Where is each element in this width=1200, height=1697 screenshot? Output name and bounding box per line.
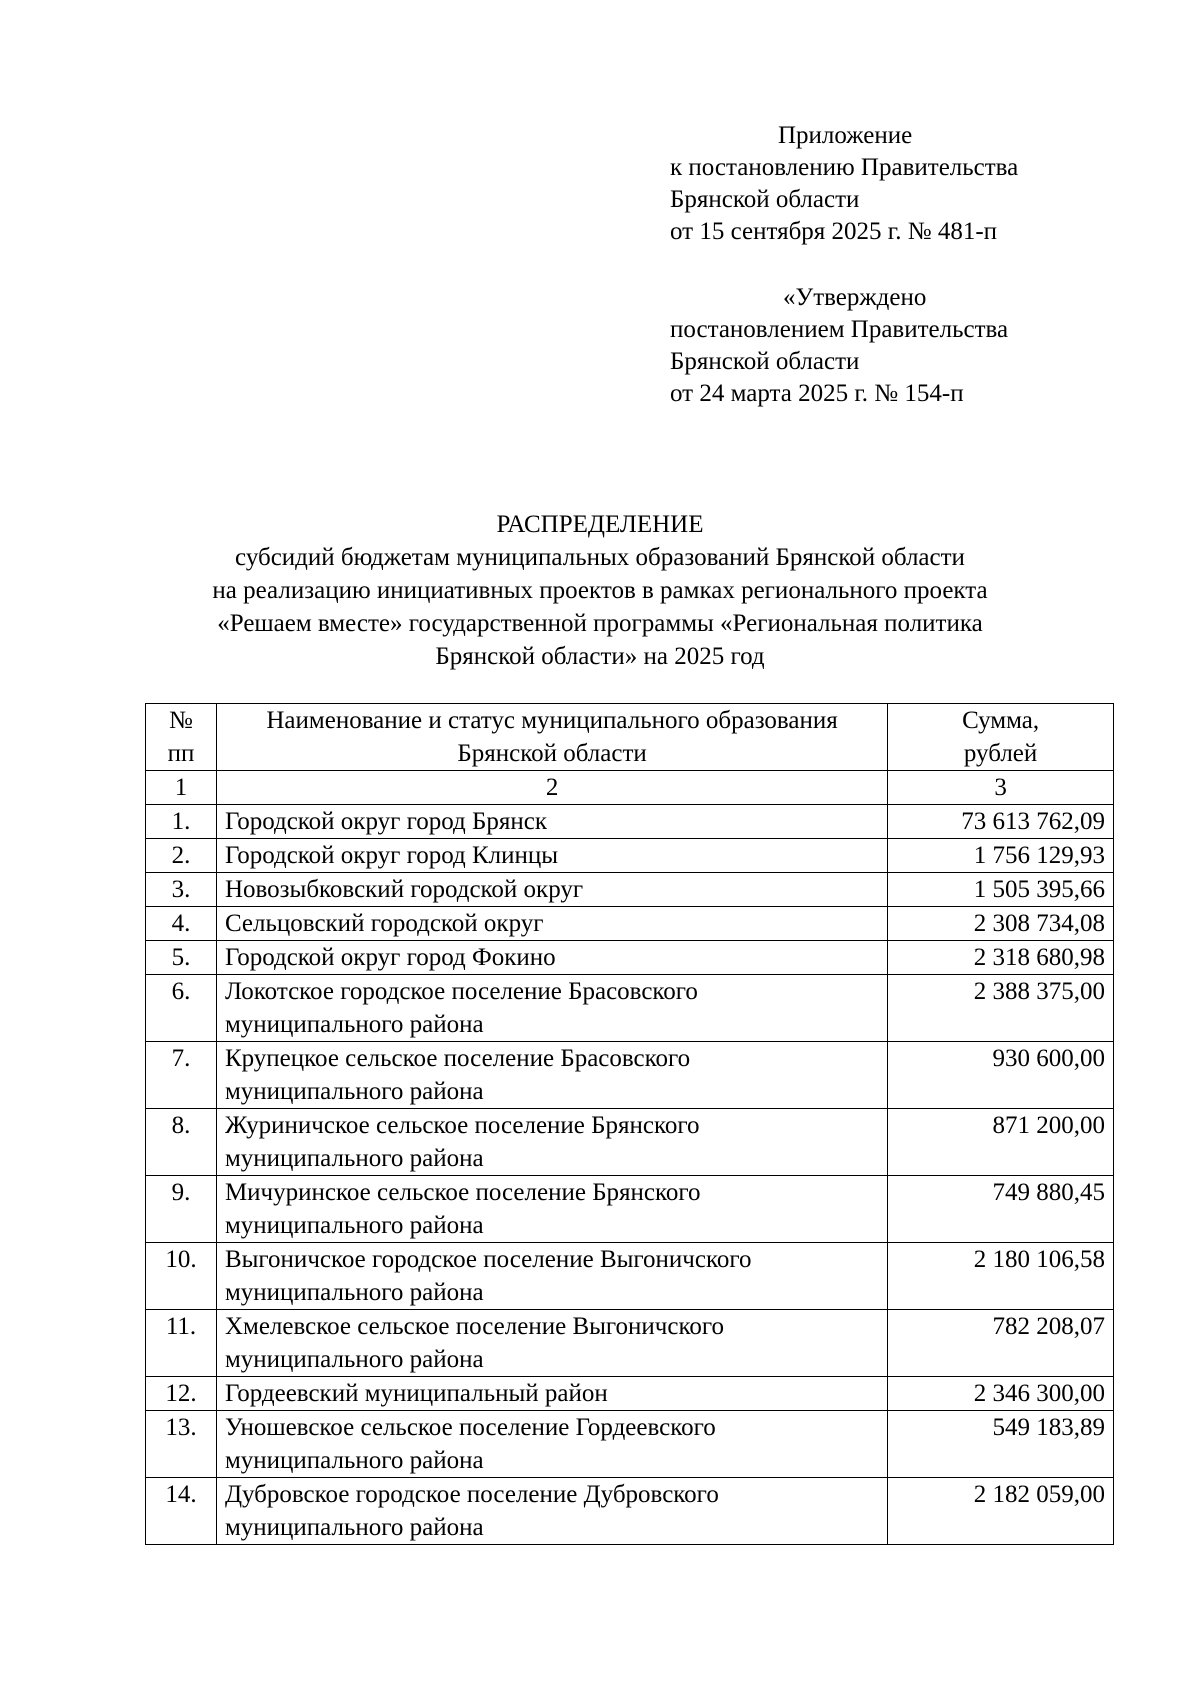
approved-line-3: Брянской области [670, 348, 860, 375]
table-row [146, 941, 1114, 975]
row-name-line-2: муниципального района [224, 1145, 484, 1172]
row-sum: 749 880,45 [888, 1176, 1114, 1243]
row-municipality-name [216, 839, 887, 873]
row-name-line-2: муниципального района [224, 1447, 484, 1474]
row-name-line-1: Крупецкое сельское поселение Брасовского [224, 1045, 691, 1072]
row-number: 7. [146, 1042, 217, 1109]
row-sum: 871 200,00 [888, 1109, 1114, 1176]
row-sum: 782 208,07 [888, 1310, 1114, 1377]
row-municipality-name [216, 1176, 887, 1243]
row-sum: 2 388 375,00 [888, 975, 1114, 1042]
row-name-line-1: Новозыбковский городской округ [224, 876, 584, 903]
table-body [146, 805, 1114, 1545]
title-line-4: Брянской области» на 2025 год [435, 643, 765, 670]
row-sum: 2 180 106,58 [888, 1243, 1114, 1310]
document-title [120, 508, 1080, 673]
row-name-line-1: Городской округ город Брянск [224, 808, 547, 835]
row-name-line-1: Городской округ город Фокино [224, 944, 556, 971]
approved-line-4: от 24 марта 2025 г. № 154-п [670, 380, 964, 407]
column-number-2: 2 [216, 771, 887, 805]
row-name-line-1: Мичуринское сельское поселение Брянского [224, 1179, 701, 1206]
table-header-row [146, 704, 1114, 771]
row-name-line-2: муниципального района [224, 1279, 484, 1306]
table-row [146, 1310, 1114, 1377]
approved-line-2: постановлением Правительства [670, 316, 1009, 343]
row-sum: 73 613 762,09 [888, 805, 1114, 839]
appendix-line-2: к постановлению Правительства [670, 154, 1019, 181]
row-name-line-1: Городской округ город Клинцы [224, 842, 559, 869]
header-number-line-1: № [169, 707, 193, 734]
header-sum-line-2: рублей [963, 740, 1038, 767]
row-number: 13. [146, 1411, 217, 1478]
row-number: 11. [146, 1310, 217, 1377]
table-row [146, 1411, 1114, 1478]
title-line-3: «Решаем вместе» государственной программы «Региональная политика [217, 610, 983, 637]
table-row [146, 1478, 1114, 1545]
title-line-1: субсидий бюджетам муниципальных образований Брянской области [235, 544, 965, 571]
title-line-2: на реализацию инициативных проектов в рамках регионального проекта [212, 577, 988, 604]
appendix-line-4: от 15 сентября 2025 г. № 481-п [670, 218, 998, 245]
row-name-line-2: муниципального района [224, 1212, 484, 1239]
row-municipality-name [216, 1243, 887, 1310]
row-municipality-name [216, 1478, 887, 1545]
row-municipality-name [216, 1377, 887, 1411]
row-name-line-2: муниципального района [224, 1078, 484, 1105]
table-row [146, 1243, 1114, 1310]
row-sum: 1 505 395,66 [888, 873, 1114, 907]
table-row [146, 907, 1114, 941]
table-row [146, 1176, 1114, 1243]
appendix-block [670, 120, 1150, 248]
row-municipality-name [216, 873, 887, 907]
row-name-line-1: Сельцовский городской округ [224, 910, 544, 937]
row-sum: 930 600,00 [888, 1042, 1114, 1109]
distribution-table [145, 703, 1114, 1545]
row-municipality-name [216, 1411, 887, 1478]
row-number: 8. [146, 1109, 217, 1176]
header-name [216, 704, 887, 771]
row-municipality-name [216, 805, 887, 839]
table-row [146, 1377, 1114, 1411]
row-municipality-name [216, 1042, 887, 1109]
table-row [146, 805, 1114, 839]
header-name-line-2: Брянской области [457, 740, 647, 767]
row-name-line-1: Журиничское сельское поселение Брянского [224, 1112, 700, 1139]
row-number: 6. [146, 975, 217, 1042]
row-number: 12. [146, 1377, 217, 1411]
row-sum: 1 756 129,93 [888, 839, 1114, 873]
row-number: 4. [146, 907, 217, 941]
row-sum: 549 183,89 [888, 1411, 1114, 1478]
row-municipality-name [216, 907, 887, 941]
row-sum: 2 182 059,00 [888, 1478, 1114, 1545]
row-municipality-name [216, 975, 887, 1042]
row-name-line-2: муниципального района [224, 1011, 484, 1038]
row-sum: 2 308 734,08 [888, 907, 1114, 941]
header-number [146, 704, 217, 771]
row-name-line-2: муниципального района [224, 1346, 484, 1373]
row-number: 3. [146, 873, 217, 907]
row-municipality-name [216, 941, 887, 975]
row-name-line-1: Дубровское городское поселение Дубровского [224, 1481, 719, 1508]
row-number: 10. [146, 1243, 217, 1310]
table-row [146, 1109, 1114, 1176]
appendix-line-1: Приложение [778, 122, 913, 149]
header-sum-line-1: Сумма, [962, 707, 1040, 734]
row-number: 14. [146, 1478, 217, 1545]
row-sum: 2 346 300,00 [888, 1377, 1114, 1411]
appendix-line-3: Брянской области [670, 186, 860, 213]
table-row [146, 873, 1114, 907]
approved-block [670, 282, 1150, 410]
row-municipality-name [216, 1109, 887, 1176]
row-number: 1. [146, 805, 217, 839]
row-name-line-1: Гордеевский муниципальный район [224, 1380, 608, 1407]
table-row [146, 1042, 1114, 1109]
row-name-line-1: Локотское городское поселение Брасовского [224, 978, 698, 1005]
header-name-line-1: Наименование и статус муниципального образования [266, 707, 838, 734]
column-number-row [146, 771, 1114, 805]
column-number-1: 1 [146, 771, 217, 805]
row-sum: 2 318 680,98 [888, 941, 1114, 975]
table-row [146, 975, 1114, 1042]
row-number: 2. [146, 839, 217, 873]
table-row [146, 839, 1114, 873]
row-name-line-1: Выгоничское городское поселение Выгоничского [224, 1246, 752, 1273]
row-name-line-1: Хмелевское сельское поселение Выгоничского [224, 1313, 724, 1340]
header-sum [888, 704, 1114, 771]
column-number-3: 3 [888, 771, 1114, 805]
row-name-line-1: Уношевское сельское поселение Гордеевского [224, 1414, 716, 1441]
approved-line-1: «Утверждено [783, 284, 927, 311]
row-number: 9. [146, 1176, 217, 1243]
title-heading: РАСПРЕДЕЛЕНИЕ [496, 511, 704, 538]
header-number-line-2: пп [167, 740, 195, 767]
row-name-line-2: муниципального района [224, 1514, 484, 1541]
row-municipality-name [216, 1310, 887, 1377]
row-number: 5. [146, 941, 217, 975]
